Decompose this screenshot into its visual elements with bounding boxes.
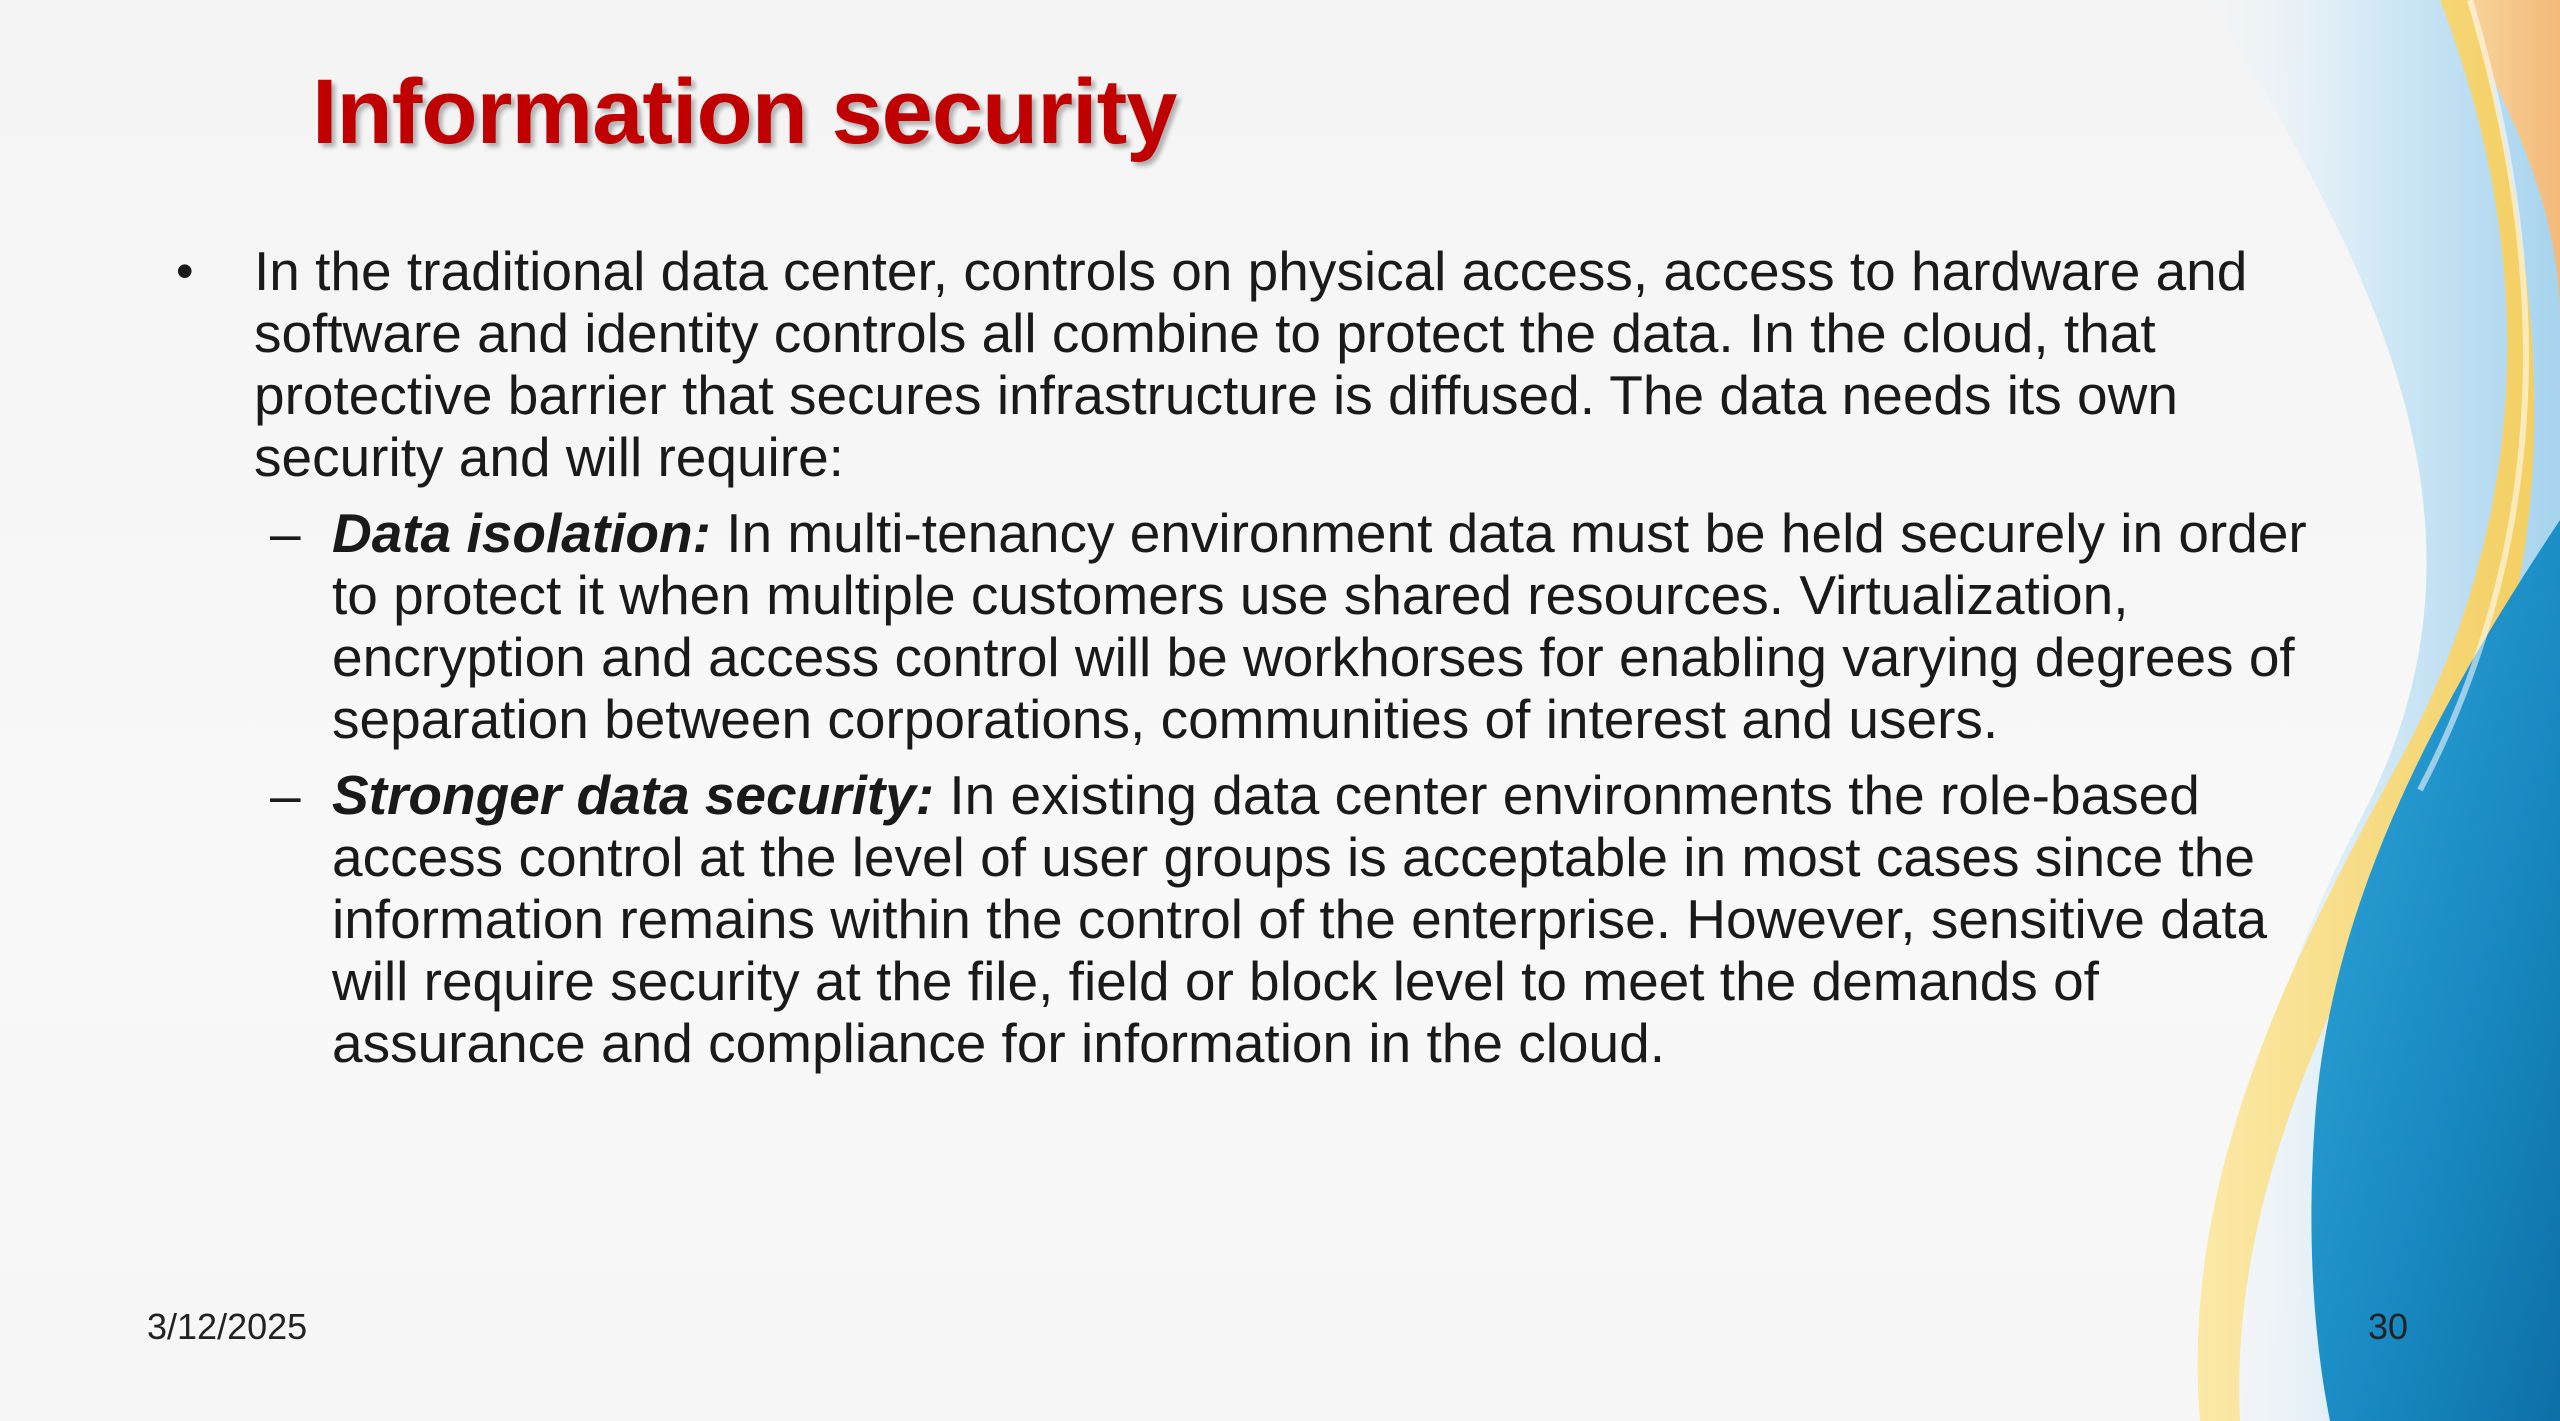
sub-item-text: In multi-tenancy environment data must be held securely in order to protect it when multiple customers use shared resources. Virtualization, encryption and access control will be workhorses for enabling varying degrees of separation between corporations, communities of interest and users.	[332, 502, 2307, 750]
footer-page-number: 30	[2368, 1306, 2409, 1347]
footer-date: 3/12/2025	[147, 1306, 308, 1347]
sub-item-marker: –	[270, 764, 301, 826]
bullet-text: In the traditional data center, controls on physical access, access to hardware and software and identity controls all combine to protect the data. In the cloud, that protective barrier that secures infrastructure is diffused. The data needs its own security and will require:	[254, 240, 2248, 488]
slide-body	[170, 240, 2350, 1074]
sub-item-body	[332, 502, 2350, 750]
sub-item-term: Stronger data security:	[332, 764, 935, 826]
sub-item-text: In existing data center environments the role-based access control at the level of user groups is acceptable in most cases since the information remains within the control of the enterprise. However, sensitive data will require security at the file, field or block level to meet the demands of assurance and compliance for information in the cloud.	[332, 764, 2268, 1074]
slide-title: Information security	[312, 61, 1177, 163]
bullet-item	[170, 240, 2350, 488]
sub-item-marker: –	[270, 502, 301, 564]
bullet-marker: •	[176, 243, 194, 299]
sub-item-stronger-data-security	[270, 764, 2350, 1074]
sub-item-body	[332, 764, 2350, 1074]
sub-item-data-isolation	[270, 502, 2350, 750]
sub-item-term: Data isolation:	[332, 502, 711, 564]
